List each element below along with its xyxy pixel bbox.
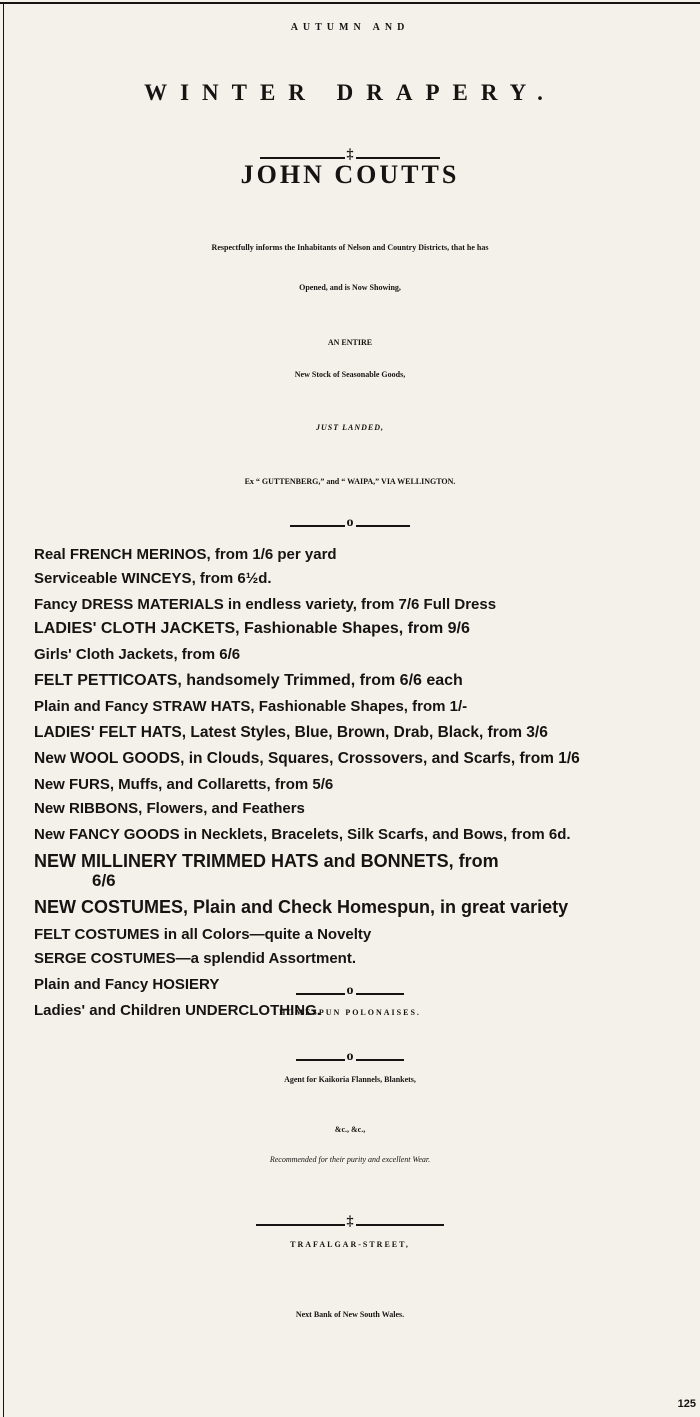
bank-location-headline: Next Bank of New South Wales. — [295, 1310, 405, 1319]
divider-dagger-2 — [256, 1214, 444, 1231]
dagger-mark: ‡ — [346, 147, 354, 162]
top-border-rule — [0, 2, 700, 4]
list-item: Girls' Cloth Jackets, from 6/6 — [34, 646, 241, 663]
list-item: Real FRENCH MERINOS, from 1/6 per yard — [34, 546, 337, 563]
list-item: New FANCY GOODS in Necklets, Bracelets, Silk Scarfs, and Bows, from 6d. — [34, 826, 571, 843]
just-landed-headline: JUST LANDED, — [315, 423, 384, 432]
list-item: Fancy DRESS MATERIALS in endless variety, from 7/6 Full Dress — [34, 596, 497, 613]
list-item: 6/6 — [92, 871, 116, 890]
recommended-text: Recommended for their purity and excellent Wear. — [269, 1155, 431, 1164]
divider-circle-1 — [290, 515, 410, 532]
circle-mark: o — [346, 983, 354, 998]
circle-mark: o — [346, 515, 354, 530]
list-item: SERGE COSTUMES—a splendid Assortment. — [34, 950, 356, 967]
list-item: NEW COSTUMES, Plain and Check Homespun, in great variety — [34, 897, 569, 917]
agent-headline: Agent for Kaikoria Flannels, Blankets, — [284, 1075, 416, 1084]
an-entire-text: AN ENTIRE — [327, 338, 373, 347]
list-item: Ladies' and Children UNDERCLOTHING. — [34, 1002, 321, 1019]
list-item: LADIES' FELT HATS, Latest Styles, Blue, Brown, Drab, Black, from 3/6 — [34, 724, 548, 741]
list-item: Plain and Fancy STRAW HATS, Fashionable Shapes, from 1/- — [34, 698, 468, 715]
headline-autumn-and: AUTUMN AND — [290, 22, 410, 33]
divider-circle-2 — [296, 983, 404, 1000]
page-number: 125 — [677, 1398, 696, 1410]
etc-text: &c., &c., — [334, 1125, 366, 1134]
informs-text: Respectfully informs the Inhabitants of Nelson and Country Districts, that he has — [211, 243, 489, 252]
left-border-rule — [3, 2, 4, 1417]
headline-winter-drapery: WINTER DRAPERY. — [144, 80, 556, 105]
dagger-mark: ‡ — [346, 1214, 354, 1229]
street-headline: TRAFALGAR-STREET, — [290, 1240, 410, 1249]
list-item: FELT COSTUMES in all Colors—quite a Novelty — [34, 926, 372, 943]
ships-line: Ex “ GUTTENBERG,” and “ WAIPA,” VIA WELLINGTON. — [244, 477, 456, 486]
divider-circle-3 — [296, 1049, 404, 1066]
list-item: LADIES' CLOTH JACKETS, Fashionable Shapes, from 9/6 — [34, 620, 470, 637]
list-item: FELT PETTICOATS, handsomely Trimmed, from 6/6 each — [34, 672, 463, 689]
list-item: Plain and Fancy HOSIERY — [34, 976, 220, 993]
list-item: New FURS, Muffs, and Collaretts, from 5/6 — [34, 776, 334, 793]
list-item: NEW MILLINERY TRIMMED HATS and BONNETS, from — [34, 851, 499, 871]
list-item: New WOOL GOODS, in Clouds, Squares, Crossovers, and Scarfs, from 1/6 — [34, 750, 580, 767]
list-item: New RIBBONS, Flowers, and Feathers — [34, 800, 305, 817]
list-item: Serviceable WINCEYS, from 6½d. — [34, 570, 272, 587]
merchant-name: JOHN COUTTS — [240, 160, 460, 189]
new-stock-headline: New Stock of Seasonable Goods, — [294, 370, 406, 379]
circle-mark: o — [346, 1049, 354, 1064]
opened-headline: Opened, and is Now Showing, — [299, 283, 401, 292]
polonaises-headline: HOMESPUN POLONAISES. — [279, 1008, 421, 1017]
